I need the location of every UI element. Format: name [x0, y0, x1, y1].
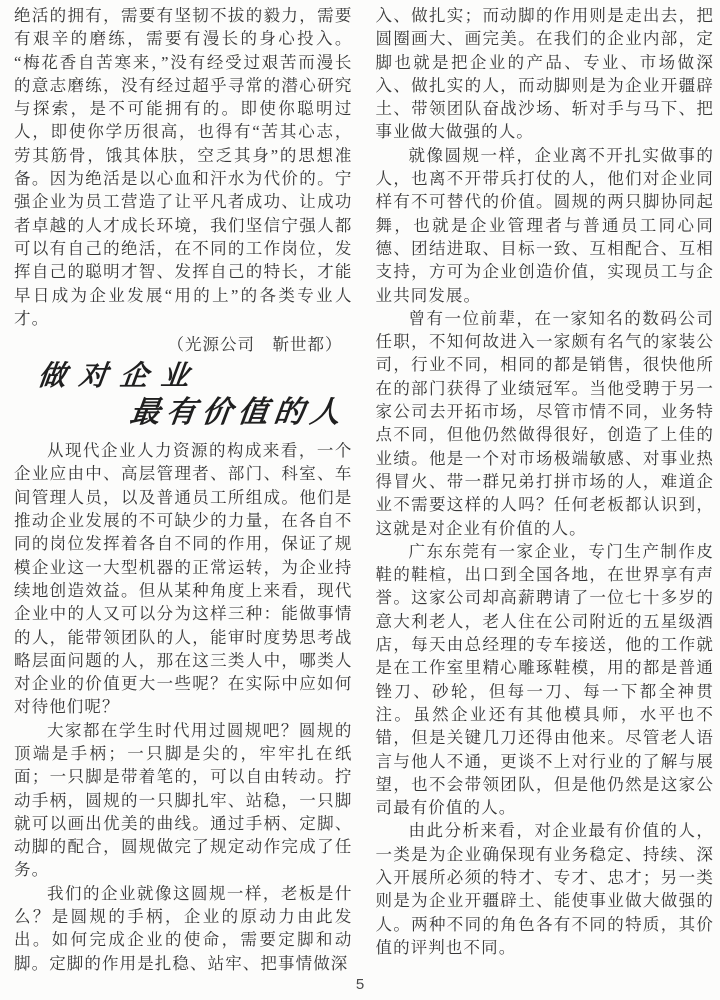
right-column: [376, 4, 715, 975]
left-column: [14, 4, 353, 975]
article-title-line1: 做对企业: [36, 361, 204, 393]
body-paragraph-continued-from-previous-page: 绝活的拥有，需要有坚韧不拔的毅力，需要有艰辛的磨练，需要有漫长的身心投入。“梅花香自苦寒来，”没有经受过艰苦而漫长的意志磨练，没有经过超乎寻常的潜心研究与探索，是不可能拥有的。即使你聪明过人，即使你学历很高，也得有“苦其心志，劳其筋骨，饿其体肤，空乏其身”的思想准备。因为绝活是以心血和汗水为代价的。宁强企业为员工营造了让平凡者成功、让成功者卓越的人才成长环境，我们坚信宁强人都可以有自己的绝活，在不同的工作岗位，发挥自己的聪明才智、发挥自己的特长，才能早日成为企业发展“用的上”的各类专业人才。: [14, 6, 353, 328]
body-paragraph: 就像圆规一样，企业离不开扎实做事的人，也离不开带兵打仗的人，他们对企业同样有不可替代的价值。圆规的两只脚协同起舞，也就是企业管理者与普通员工同心同德、团结进取、目标一致、互相配合、互相支持，方可为企业创造价值，实现员工与企业共同发展。: [375, 145, 714, 305]
body-paragraph: 由此分析来看，对企业最有价值的人，一类是为企业确保现有业务稳定、持续、深入开展所必须的特才、专才、忠才；另一类则是为企业开疆辟土、能使事业做大做强的人。两种不同的角色各有不同的特质，其价值的评判也不同。: [375, 821, 714, 957]
article-title-line2: 最有价值的人: [128, 395, 349, 429]
body-paragraph: 大家都在学生时代用过圆规吧？圆规的顶端是手柄；一只脚是尖的，牢牢扎在纸面；一只脚是带着笔的，可以自由转动。拧动手柄，圆规的一只脚扎牢、站稳，一只脚就可以画出优美的曲线。通过手柄、定脚、动脚的配合，圆规做完了规定动作完成了任务。: [14, 720, 353, 880]
body-paragraph: 曾有一位前辈，在一家知名的数码公司任职，不知何故进入一家颇有名气的家装公司，行业不同，相同的都是销售，很快他所在的部门获得了业绩冠军。当他受聘于另一家公司去开拓市场，尽管市情不同，业务特点不同，但他仍然做得很好，创造了上佳的业绩。他是一个对市场极端敏感、对事业热得冒火、带一群兄弟打拼市场的人，难道企业不需要这样的人吗？任何老板都认识到，这就是对企业有价值的人。: [375, 308, 714, 538]
body-paragraph: 我们的企业就像这圆规一样，老板是什么？是圆规的手柄，企业的原动力由此发出。如何完成企业的使命，需要定脚和动脚。定脚的作用是扎稳、站牢、把事情做深: [14, 883, 353, 973]
body-paragraph: 从现代企业人力资源的构成来看，一个企业应由中、高层管理者、部门、科室、车间管理人员，以及普通员工所组成。他们是推动企业发展的不可缺少的力量，在各自不同的岗位发挥着各自不同的作用，保证了规模企业这一大型机器的正常运转，为企业持续地创造效益。但从某种角度上来看，现代企业中的人又可以分为这样三种：能做事情的人，能带领团队的人，能审时度势思考战略层面问题的人，那在这三类人中，哪类人对企业的价值更大一些呢？在实际中应如何对待他们呢？: [14, 441, 353, 717]
magazine-page: [14, 4, 714, 975]
author-attribution: （光源公司 靳世都）: [167, 335, 343, 355]
body-paragraph: 广东东莞有一家企业，专门生产制作皮鞋的鞋楦，出口到全国各地，在世界享有声誉。这家公司却高薪聘请了一位七十多岁的意大利老人，老人住在公司附近的五星级酒店，每天由总经理的专车接送，他的工作就是在工作室里精心雕琢鞋模，用的都是普通锉刀、砂轮，但每一刀、每一下都全神贯注。虽然企业还有其他模具师，水平也不错，但是关键几刀还得由他来。尽管老人语言与他人不通，更谈不上对行业的了解与展望，也不会带领团队，但是他仍然是这家公司最有价值的人。: [375, 541, 714, 818]
article-title: [14, 361, 353, 430]
page-number: 5: [355, 976, 365, 993]
body-paragraph-continued-from-left-column: 入、做扎实；而动脚的作用则是走出去，把圆圈画大、画完美。在我们的企业内部，定脚也就是把企业的产品、专业、市场做深入、做扎实的人，而动脚则是为企业开疆辟土、带领团队奋战沙场、斩对手与马下、把事业做大做强的人。: [375, 6, 714, 142]
